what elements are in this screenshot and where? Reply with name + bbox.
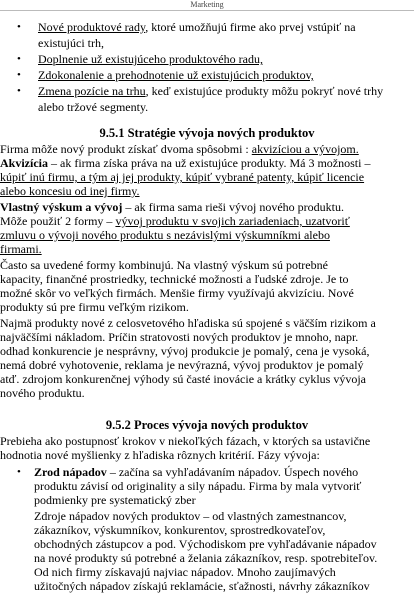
text: Môže použiť 2 formy – [0,214,116,228]
bullet-marker: • [17,466,21,478]
text: Firma môže nový produkt získať dvoma spôsobmi : [0,142,252,156]
list-item-continuation: produktu závisí od originality a sily nápadu. Firma by mala vytvoriť [34,479,362,493]
paragraph-line: produkty sú pre firmu veľkým rizikom. [0,300,189,314]
sub-paragraph-line: Zdroje nápadov nových produktov – od vlastných zamestnancov, [34,509,347,523]
term-label: Vlastný výskum a vývoj [0,200,123,214]
list-item-text: , ktoré umožňujú firme ako prvej vstúpiť na [145,20,356,34]
term-label: Zrod nápadov [34,465,107,479]
list-item [34,465,358,479]
sub-paragraph-line: zákazníkov, výskumníkov, konkurentov, sprostredkovateľov, [34,523,326,537]
paragraph-line: firmami. [0,242,42,256]
section-heading: 9.5.1 Stratégie vývoja nových produktov [99,126,315,140]
list-item-text: , keď existujúce produkty môžu pokryť nové trhy [145,84,384,98]
list-item [38,84,383,98]
section-heading: 9.5.2 Proces vývoja nových produktov [105,418,309,432]
list-item-link-text: Zmena pozície na trhu [38,84,146,98]
paragraph-line [0,156,370,170]
list-item-link-text: Nové produktové rady [38,20,146,34]
list-item: Doplnenie už existujúceho produktového radu, [38,52,263,66]
paragraph-line: Často sa uvedené formy kombinujú. Na vlastný výskum sú potrebné [0,258,328,272]
text: – ak firma sama rieši vývoj nového produktu. [122,200,344,214]
list-item-continuation: existujúci trh, [38,36,104,50]
sub-paragraph-line: Od nich firmy získavajú najviac nápadov. Mnoho zaujímavých [34,565,336,579]
paragraph-line: alebo koncesiu od inej firmy. [0,184,140,198]
bullet-marker: • [17,85,21,97]
paragraph-line [0,142,359,156]
underlined-text: akvizíciou a vývojom. [251,142,359,156]
paragraph-line: nového produktu. [0,386,85,400]
paragraph-line: Najmä produkty nové z celosvetového hľadiska sú spojené s väčším rizikom a [0,316,376,330]
list-item-continuation: podmienky pre systematický zber [34,493,196,507]
list-item [38,20,356,34]
paragraph-line: odhad konkurencie je nesprávny, vývoj produkcie je pomalý, cena je vysoká, [0,344,370,358]
paragraph-line: možné skôr vo veľkých firmách. Menšie firmy využívajú akvizíciu. Nové [0,286,354,300]
sub-paragraph-line: na nové produkty sú potrebné a želania zákazníkov, resp. spotrebiteľov. [34,551,378,565]
paragraph-line: kúpiť inú firmu, a tým aj jej produkty, kúpiť vybrané patenty, kúpiť licencie [0,170,365,184]
paragraph-line [0,214,350,228]
text: – začína sa vyhľadávaním nápadov. Úspech nového [106,465,359,479]
paragraph-line [0,200,344,214]
underlined-text: vývoj produktu v svojich zariadeniach, uzatvoriť [115,214,350,228]
bullet-marker: • [17,21,21,33]
header-divider [0,10,414,11]
bullet-marker: • [17,69,21,81]
paragraph-line: zmluvu o vývoji nového produktu s nezávislými výskumníkmi alebo [0,228,330,242]
page-header: Marketing [190,0,224,9]
paragraph-line: hodnotia nové myšlienky z hľadiska rôznych kritérií. Fázy vývoja: [0,448,320,462]
list-item: Zdokonalenie a prehodnotenie už existujúcich produktov, [38,68,314,82]
text: – ak firma získa práva na už existujúce produkty. Má 3 možnosti – [48,156,371,170]
sub-paragraph-line: obchodných zástupcov a pod. Východiskom pre vyhľadávanie nápadov [34,537,377,551]
sub-paragraph-line: užitočných nápadov získajú reklamácie, sťažnosti, návrhy zákazníkov [34,579,370,593]
paragraph-line: atď. zdrojom konkurenčnej výhody sú časté inovácie a krátky cyklus vývoja [0,372,366,386]
list-item-continuation: alebo tržové segmenty. [38,100,149,114]
bullet-marker: • [17,53,21,65]
paragraph-line: Prebieha ako postupnosť krokov v niekoľkých fázach, v ktorých sa ustavične [0,434,371,448]
paragraph-line: kapacity, finančné prostriedky, technické možnosti a ľudské zdroje. Je to [0,272,349,286]
paragraph-line: nemá dobré vyhotovenie, reklama je nevýrazná, vývoj produktov je pomalý [0,358,364,372]
paragraph-line: najväčšími nákladom. Príčin stratovosti nových produktov je mnoho, napr. [0,330,359,344]
term-label: Akvizícia [0,156,48,170]
